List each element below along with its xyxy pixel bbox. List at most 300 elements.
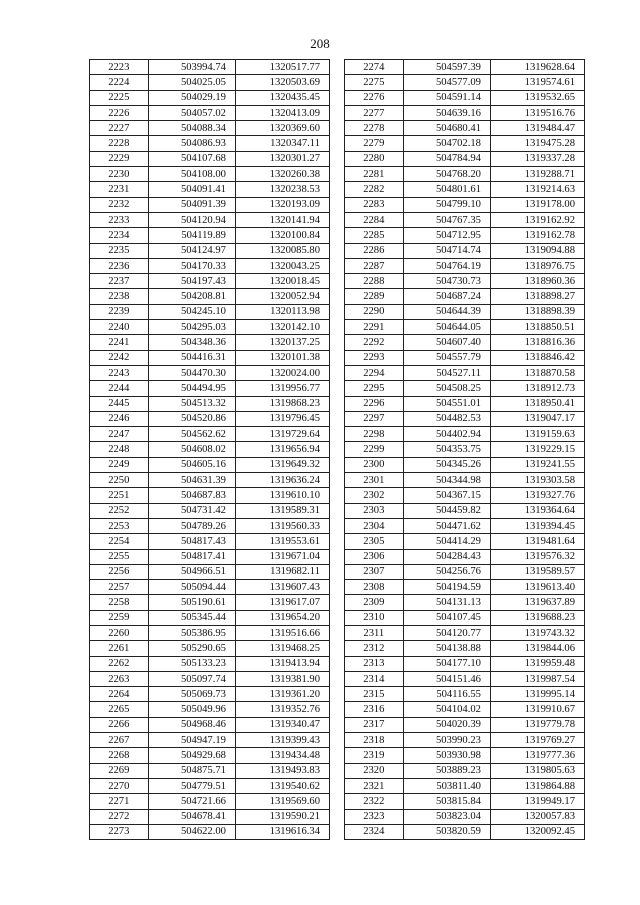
y-coordinate-cell: 1319613.40 (490, 580, 584, 595)
table-row (345, 442, 585, 457)
page-number: 208 (310, 36, 330, 51)
table-row (345, 717, 585, 732)
point-number-cell: 2261 (90, 641, 149, 656)
y-coordinate-cell: 1319610.10 (235, 488, 329, 503)
table-row (345, 274, 585, 289)
x-coordinate-cell: 504120.94 (148, 212, 235, 227)
y-coordinate-cell: 1319361.20 (235, 687, 329, 702)
point-number-cell: 2322 (345, 794, 404, 809)
x-coordinate-cell: 504138.88 (403, 641, 490, 656)
table-row (345, 197, 585, 212)
point-number-cell: 2305 (345, 534, 404, 549)
y-coordinate-cell: 1318870.58 (490, 365, 584, 380)
point-number-cell: 2267 (90, 733, 149, 748)
x-coordinate-cell: 504284.43 (403, 549, 490, 564)
y-coordinate-cell: 1320141.94 (235, 212, 329, 227)
x-coordinate-cell: 504631.39 (148, 473, 235, 488)
point-number-cell: 2290 (345, 304, 404, 319)
y-coordinate-cell: 1319777.36 (490, 748, 584, 763)
point-number-cell: 2259 (90, 610, 149, 625)
table-row (345, 90, 585, 105)
x-coordinate-cell: 503820.59 (403, 824, 490, 839)
y-coordinate-cell: 1319987.54 (490, 671, 584, 686)
table-row (345, 518, 585, 533)
x-coordinate-cell: 503823.04 (403, 809, 490, 824)
table-row (345, 381, 585, 396)
point-number-cell: 2293 (345, 350, 404, 365)
y-coordinate-cell: 1319682.11 (235, 564, 329, 579)
x-coordinate-cell: 504644.05 (403, 320, 490, 335)
table-row (345, 534, 585, 549)
y-coordinate-cell: 1319540.62 (235, 778, 329, 793)
y-coordinate-cell: 1320018.45 (235, 274, 329, 289)
y-coordinate-cell: 1320301.27 (235, 151, 329, 166)
y-coordinate-cell: 1320413.09 (235, 105, 329, 120)
table-row (345, 457, 585, 472)
table-row (345, 473, 585, 488)
point-number-cell: 2272 (90, 809, 149, 824)
point-number-cell: 2243 (90, 365, 149, 380)
y-coordinate-cell: 1320092.45 (490, 824, 584, 839)
table-row (90, 503, 330, 518)
x-coordinate-cell: 504353.75 (403, 442, 490, 457)
x-coordinate-cell: 504197.43 (148, 274, 235, 289)
y-coordinate-cell: 1319956.77 (235, 381, 329, 396)
x-coordinate-cell: 503811.40 (403, 778, 490, 793)
y-coordinate-cell: 1319844.06 (490, 641, 584, 656)
point-number-cell: 2255 (90, 549, 149, 564)
point-number-cell: 2287 (345, 258, 404, 273)
table-row (90, 702, 330, 717)
table-row (345, 304, 585, 319)
y-coordinate-cell: 1319468.25 (235, 641, 329, 656)
table-row (90, 365, 330, 380)
x-coordinate-cell: 504120.77 (403, 625, 490, 640)
table-row (345, 182, 585, 197)
table-row (90, 381, 330, 396)
point-number-cell: 2320 (345, 763, 404, 778)
x-coordinate-cell: 504551.01 (403, 396, 490, 411)
x-coordinate-cell: 504875.71 (148, 763, 235, 778)
table-row (90, 717, 330, 732)
table-row (345, 503, 585, 518)
y-coordinate-cell: 1319516.76 (490, 105, 584, 120)
x-coordinate-cell: 504025.05 (148, 75, 235, 90)
table-row (90, 411, 330, 426)
table-row (345, 258, 585, 273)
point-number-cell: 2226 (90, 105, 149, 120)
table-row (345, 396, 585, 411)
point-number-cell: 2262 (90, 656, 149, 671)
x-coordinate-cell: 504344.98 (403, 473, 490, 488)
x-coordinate-cell: 504680.41 (403, 121, 490, 136)
point-number-cell: 2254 (90, 534, 149, 549)
x-coordinate-cell: 504968.46 (148, 717, 235, 732)
table-row (345, 136, 585, 151)
table-row (345, 748, 585, 763)
x-coordinate-cell: 504607.40 (403, 335, 490, 350)
x-coordinate-cell: 504929.68 (148, 748, 235, 763)
x-coordinate-cell: 504208.81 (148, 289, 235, 304)
point-number-cell: 2257 (90, 580, 149, 595)
x-coordinate-cell: 504562.62 (148, 427, 235, 442)
point-number-cell: 2263 (90, 671, 149, 686)
point-number-cell: 2289 (345, 289, 404, 304)
table-row (90, 105, 330, 120)
point-number-cell: 2315 (345, 687, 404, 702)
table-row (90, 671, 330, 686)
x-coordinate-cell: 504020.39 (403, 717, 490, 732)
point-number-cell: 2299 (345, 442, 404, 457)
x-coordinate-cell: 504124.97 (148, 243, 235, 258)
y-coordinate-cell: 1318950.41 (490, 396, 584, 411)
table-row (345, 320, 585, 335)
table-row (90, 60, 330, 75)
y-coordinate-cell: 1319399.43 (235, 733, 329, 748)
x-coordinate-cell: 504784.94 (403, 151, 490, 166)
x-coordinate-cell: 505069.73 (148, 687, 235, 702)
x-coordinate-cell: 504639.16 (403, 105, 490, 120)
point-number-cell: 2269 (90, 763, 149, 778)
x-coordinate-cell: 504482.53 (403, 411, 490, 426)
table-row (90, 457, 330, 472)
y-coordinate-cell: 1318816.36 (490, 335, 584, 350)
table-row (345, 671, 585, 686)
x-coordinate-cell: 504116.55 (403, 687, 490, 702)
table-row (90, 197, 330, 212)
y-coordinate-cell: 1319364.64 (490, 503, 584, 518)
x-coordinate-cell: 504779.51 (148, 778, 235, 793)
y-coordinate-cell: 1319162.92 (490, 212, 584, 227)
table-row (90, 748, 330, 763)
y-coordinate-cell: 1319569.60 (235, 794, 329, 809)
x-coordinate-cell: 504817.41 (148, 549, 235, 564)
x-coordinate-cell: 504295.03 (148, 320, 235, 335)
point-number-cell: 2317 (345, 717, 404, 732)
x-coordinate-cell: 504577.09 (403, 75, 490, 90)
x-coordinate-cell: 504801.61 (403, 182, 490, 197)
point-number-cell: 2271 (90, 794, 149, 809)
x-coordinate-cell: 504029.19 (148, 90, 235, 105)
x-coordinate-cell: 504789.26 (148, 518, 235, 533)
y-coordinate-cell: 1319607.43 (235, 580, 329, 595)
y-coordinate-cell: 1318960.36 (490, 274, 584, 289)
x-coordinate-cell: 504151.46 (403, 671, 490, 686)
point-number-cell: 2277 (345, 105, 404, 120)
table-row (345, 427, 585, 442)
point-number-cell: 2241 (90, 335, 149, 350)
point-number-cell: 2229 (90, 151, 149, 166)
table-row (90, 350, 330, 365)
x-coordinate-cell: 504107.68 (148, 151, 235, 166)
x-coordinate-cell: 505133.23 (148, 656, 235, 671)
point-number-cell: 2282 (345, 182, 404, 197)
x-coordinate-cell: 503930.98 (403, 748, 490, 763)
point-number-cell: 2249 (90, 457, 149, 472)
table-row (90, 610, 330, 625)
y-coordinate-cell: 1318898.27 (490, 289, 584, 304)
point-number-cell: 2295 (345, 381, 404, 396)
y-coordinate-cell: 1319654.20 (235, 610, 329, 625)
table-row (90, 488, 330, 503)
table-row (90, 534, 330, 549)
x-coordinate-cell: 504712.95 (403, 228, 490, 243)
table-row (345, 289, 585, 304)
x-coordinate-cell: 504764.19 (403, 258, 490, 273)
y-coordinate-cell: 1320113.98 (235, 304, 329, 319)
y-coordinate-cell: 1319413.94 (235, 656, 329, 671)
table-row (90, 824, 330, 839)
table-row (90, 90, 330, 105)
y-coordinate-cell: 1320193.09 (235, 197, 329, 212)
x-coordinate-cell: 505290.65 (148, 641, 235, 656)
table-row (90, 656, 330, 671)
x-coordinate-cell: 504091.41 (148, 182, 235, 197)
y-coordinate-cell: 1318976.75 (490, 258, 584, 273)
y-coordinate-cell: 1318898.39 (490, 304, 584, 319)
point-number-cell: 2309 (345, 595, 404, 610)
x-coordinate-cell: 504402.94 (403, 427, 490, 442)
x-coordinate-cell: 504608.02 (148, 442, 235, 457)
y-coordinate-cell: 1320503.69 (235, 75, 329, 90)
y-coordinate-cell: 1319637.89 (490, 595, 584, 610)
point-number-cell: 2258 (90, 595, 149, 610)
y-coordinate-cell: 1319553.61 (235, 534, 329, 549)
point-number-cell: 2319 (345, 748, 404, 763)
y-coordinate-cell: 1319327.76 (490, 488, 584, 503)
point-number-cell: 2307 (345, 564, 404, 579)
table-row (90, 442, 330, 457)
point-number-cell: 2284 (345, 212, 404, 227)
x-coordinate-cell: 504508.25 (403, 381, 490, 396)
y-coordinate-cell: 1319589.57 (490, 564, 584, 579)
y-coordinate-cell: 1319094.88 (490, 243, 584, 258)
table-row (90, 778, 330, 793)
table-row (90, 687, 330, 702)
point-number-cell: 2238 (90, 289, 149, 304)
y-coordinate-cell: 1319214.63 (490, 182, 584, 197)
point-number-cell: 2279 (345, 136, 404, 151)
y-coordinate-cell: 1319560.33 (235, 518, 329, 533)
y-coordinate-cell: 1319159.63 (490, 427, 584, 442)
y-coordinate-cell: 1320101.38 (235, 350, 329, 365)
table-row (90, 212, 330, 227)
table-row (345, 564, 585, 579)
table-row (90, 289, 330, 304)
point-number-cell: 2270 (90, 778, 149, 793)
table-row (345, 75, 585, 90)
y-coordinate-cell: 1319769.27 (490, 733, 584, 748)
point-number-cell: 2223 (90, 60, 149, 75)
x-coordinate-cell: 504947.19 (148, 733, 235, 748)
table-row (90, 335, 330, 350)
table-row (345, 809, 585, 824)
point-number-cell: 2278 (345, 121, 404, 136)
x-coordinate-cell: 504086.93 (148, 136, 235, 151)
point-number-cell: 2304 (345, 518, 404, 533)
x-coordinate-cell: 504730.73 (403, 274, 490, 289)
point-number-cell: 2247 (90, 427, 149, 442)
point-number-cell: 2445 (90, 396, 149, 411)
table-row (90, 304, 330, 319)
table-row (345, 580, 585, 595)
table-row (90, 182, 330, 197)
point-number-cell: 2300 (345, 457, 404, 472)
table-row (345, 167, 585, 182)
y-coordinate-cell: 1320057.83 (490, 809, 584, 824)
y-coordinate-cell: 1319910.67 (490, 702, 584, 717)
x-coordinate-cell: 504416.31 (148, 350, 235, 365)
x-coordinate-cell: 504591.14 (403, 90, 490, 105)
x-coordinate-cell: 504348.36 (148, 335, 235, 350)
y-coordinate-cell: 1319616.34 (235, 824, 329, 839)
table-row (345, 121, 585, 136)
x-coordinate-cell: 504471.62 (403, 518, 490, 533)
coordinates-table-right (344, 59, 585, 840)
x-coordinate-cell: 505097.74 (148, 671, 235, 686)
y-coordinate-cell: 1318850.51 (490, 320, 584, 335)
table-row (345, 411, 585, 426)
point-number-cell: 2232 (90, 197, 149, 212)
point-number-cell: 2260 (90, 625, 149, 640)
point-number-cell: 2285 (345, 228, 404, 243)
table-row (90, 641, 330, 656)
y-coordinate-cell: 1319995.14 (490, 687, 584, 702)
table-row (345, 641, 585, 656)
x-coordinate-cell: 504088.34 (148, 121, 235, 136)
x-coordinate-cell: 505386.95 (148, 625, 235, 640)
point-number-cell: 2324 (345, 824, 404, 839)
point-number-cell: 2236 (90, 258, 149, 273)
point-number-cell: 2228 (90, 136, 149, 151)
y-coordinate-cell: 1319481.64 (490, 534, 584, 549)
y-coordinate-cell: 1320142.10 (235, 320, 329, 335)
y-coordinate-cell: 1319162.78 (490, 228, 584, 243)
x-coordinate-cell: 504799.10 (403, 197, 490, 212)
y-coordinate-cell: 1319241.55 (490, 457, 584, 472)
point-number-cell: 2265 (90, 702, 149, 717)
x-coordinate-cell: 504622.00 (148, 824, 235, 839)
table-row (90, 595, 330, 610)
table-row (90, 228, 330, 243)
y-coordinate-cell: 1320100.84 (235, 228, 329, 243)
y-coordinate-cell: 1319959.48 (490, 656, 584, 671)
y-coordinate-cell: 1320260.38 (235, 167, 329, 182)
table-row (90, 167, 330, 182)
x-coordinate-cell: 504367.15 (403, 488, 490, 503)
x-coordinate-cell: 504557.79 (403, 350, 490, 365)
x-coordinate-cell: 504108.00 (148, 167, 235, 182)
x-coordinate-cell: 504721.66 (148, 794, 235, 809)
x-coordinate-cell: 505345.44 (148, 610, 235, 625)
y-coordinate-cell: 1319949.17 (490, 794, 584, 809)
table-row (345, 105, 585, 120)
x-coordinate-cell: 504494.95 (148, 381, 235, 396)
table-row (90, 794, 330, 809)
table-row (90, 151, 330, 166)
point-number-cell: 2251 (90, 488, 149, 503)
x-coordinate-cell: 504414.29 (403, 534, 490, 549)
point-number-cell: 2274 (345, 60, 404, 75)
table-row (90, 243, 330, 258)
point-number-cell: 2310 (345, 610, 404, 625)
point-number-cell: 2296 (345, 396, 404, 411)
x-coordinate-cell: 504256.76 (403, 564, 490, 579)
x-coordinate-cell: 504057.02 (148, 105, 235, 120)
point-number-cell: 2227 (90, 121, 149, 136)
point-number-cell: 2298 (345, 427, 404, 442)
point-number-cell: 2252 (90, 503, 149, 518)
point-number-cell: 2280 (345, 151, 404, 166)
y-coordinate-cell: 1319352.76 (235, 702, 329, 717)
point-number-cell: 2313 (345, 656, 404, 671)
y-coordinate-cell: 1319628.64 (490, 60, 584, 75)
y-coordinate-cell: 1319636.24 (235, 473, 329, 488)
point-number-cell: 2323 (345, 809, 404, 824)
table-row (90, 258, 330, 273)
y-coordinate-cell: 1319671.04 (235, 549, 329, 564)
y-coordinate-cell: 1319532.65 (490, 90, 584, 105)
table-row (345, 151, 585, 166)
point-number-cell: 2225 (90, 90, 149, 105)
point-number-cell: 2234 (90, 228, 149, 243)
point-number-cell: 2297 (345, 411, 404, 426)
x-coordinate-cell: 504527.11 (403, 365, 490, 380)
point-number-cell: 2250 (90, 473, 149, 488)
point-number-cell: 2266 (90, 717, 149, 732)
table-row (345, 228, 585, 243)
x-coordinate-cell: 504177.10 (403, 656, 490, 671)
table-row (90, 274, 330, 289)
point-number-cell: 2303 (345, 503, 404, 518)
y-coordinate-cell: 1319779.78 (490, 717, 584, 732)
x-coordinate-cell: 503815.84 (403, 794, 490, 809)
point-number-cell: 2242 (90, 350, 149, 365)
y-coordinate-cell: 1319617.07 (235, 595, 329, 610)
table-row (345, 763, 585, 778)
point-number-cell: 2318 (345, 733, 404, 748)
table-row (345, 60, 585, 75)
y-coordinate-cell: 1319688.23 (490, 610, 584, 625)
y-coordinate-cell: 1319590.21 (235, 809, 329, 824)
table-row (90, 580, 330, 595)
x-coordinate-cell: 504687.24 (403, 289, 490, 304)
point-number-cell: 2281 (345, 167, 404, 182)
point-number-cell: 2237 (90, 274, 149, 289)
point-number-cell: 2233 (90, 212, 149, 227)
x-coordinate-cell: 504966.51 (148, 564, 235, 579)
y-coordinate-cell: 1319574.61 (490, 75, 584, 90)
table-row (345, 488, 585, 503)
y-coordinate-cell: 1319178.00 (490, 197, 584, 212)
y-coordinate-cell: 1320238.53 (235, 182, 329, 197)
point-number-cell: 2283 (345, 197, 404, 212)
table-row (90, 549, 330, 564)
x-coordinate-cell: 504644.39 (403, 304, 490, 319)
x-coordinate-cell: 504678.41 (148, 809, 235, 824)
table-row (90, 625, 330, 640)
y-coordinate-cell: 1319047.17 (490, 411, 584, 426)
x-coordinate-cell: 505190.61 (148, 595, 235, 610)
y-coordinate-cell: 1319796.45 (235, 411, 329, 426)
point-number-cell: 2235 (90, 243, 149, 258)
point-number-cell: 2306 (345, 549, 404, 564)
y-coordinate-cell: 1319868.23 (235, 396, 329, 411)
point-number-cell: 2231 (90, 182, 149, 197)
point-number-cell: 2246 (90, 411, 149, 426)
table-row (345, 243, 585, 258)
table-row (90, 136, 330, 151)
